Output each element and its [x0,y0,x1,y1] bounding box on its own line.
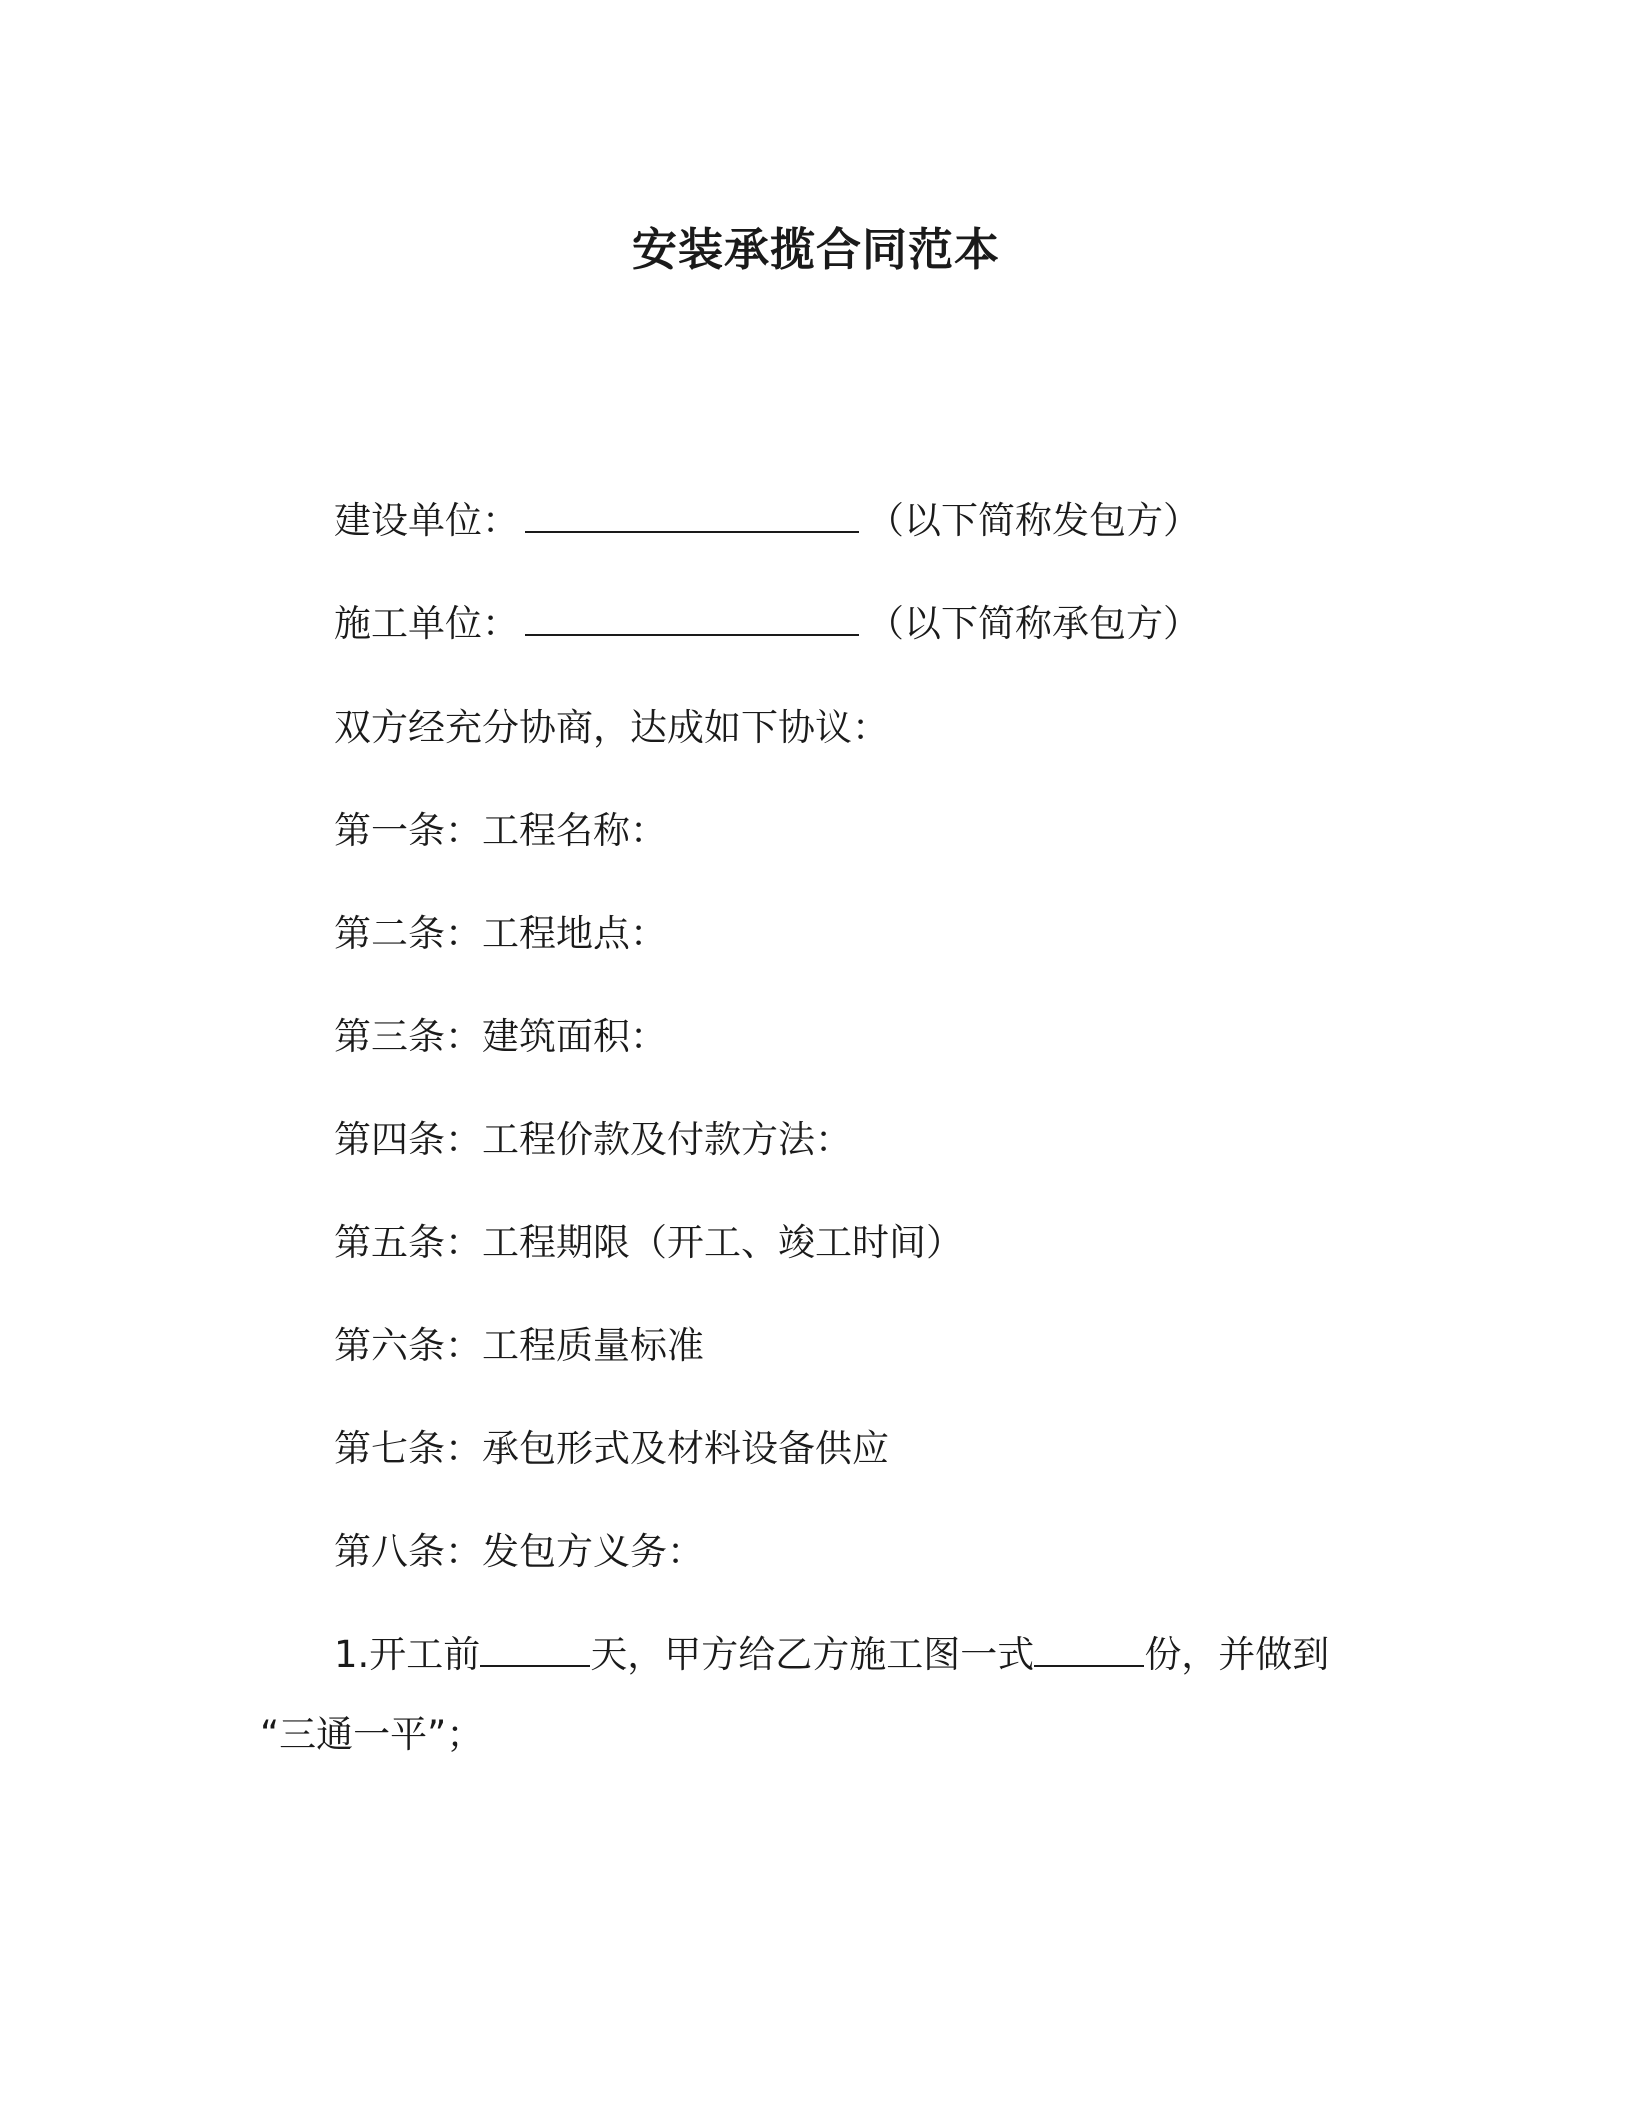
article-4: 第四条：工程价款及付款方法： [334,1118,852,1161]
preamble: 双方经充分协商，达成如下协议： [334,706,889,749]
article-7: 第七条：承包形式及材料设备供应 [334,1427,889,1470]
document-title: 安装承揽合同范本 [631,223,1000,276]
item-1-part-3: 份，并做到 [1144,1633,1330,1676]
item-1-part-1: 1.开工前 [334,1633,481,1676]
article-1: 第一条：工程名称： [334,809,667,852]
article-3: 第三条：建筑面积： [334,1015,667,1058]
party-b-suffix: （以下简称承包方） [867,602,1200,645]
item-1-line [334,1630,1329,1680]
item-1-continuation: “三通一平”； [260,1713,484,1756]
item-1-part-2: 天，甲方给乙方施工图一式 [590,1633,1035,1676]
party-a-suffix: （以下简称发包方） [867,499,1200,542]
party-a-blank [525,497,859,533]
item-1-blank-copies [1034,1631,1144,1667]
article-2: 第二条：工程地点： [334,912,667,955]
party-b-blank [525,600,859,636]
item-1-blank-days [480,1631,590,1667]
article-8: 第八条：发包方义务： [334,1530,704,1573]
party-b-label: 施工单位： [334,602,519,645]
article-6: 第六条：工程质量标准 [334,1324,704,1367]
party-a-line [334,496,1200,546]
party-b-line [334,599,1200,649]
party-a-label: 建设单位： [334,499,519,542]
article-5: 第五条：工程期限（开工、竣工时间） [334,1221,963,1264]
